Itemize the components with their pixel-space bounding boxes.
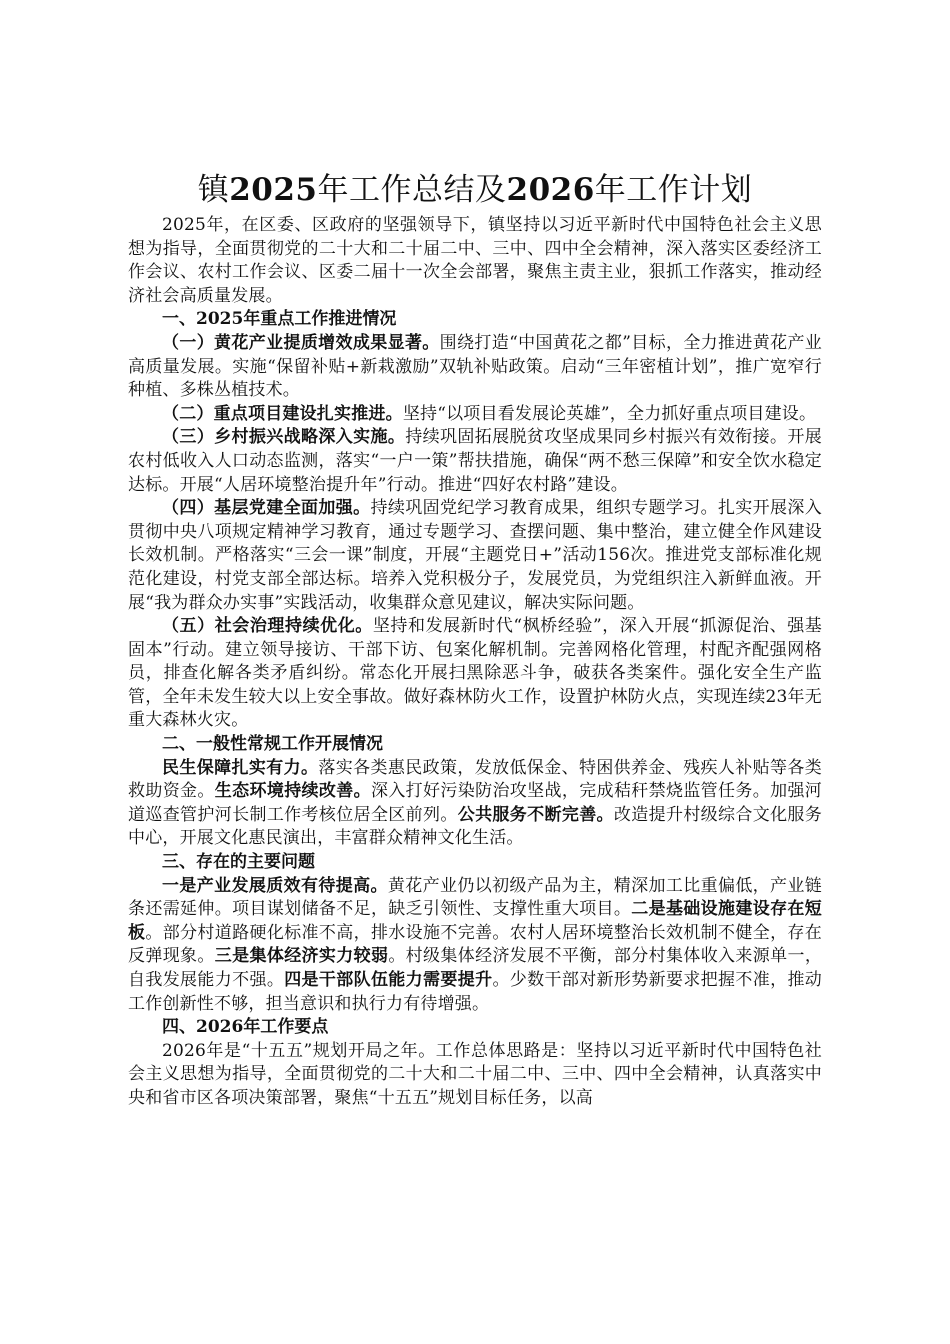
document-title (128, 170, 822, 210)
s1-p4-lead: （四）基层党建全面加强。 (162, 498, 371, 519)
s2-text-3: 改造提升村级综合文化服务中心，开展文化惠民演出，丰富群众精神文化生活。 (128, 804, 822, 849)
s3-text-4: 。少数干部对新形势新要求把握不准，推动工作创新性不够，担当意识和执行力有待增强。 (128, 970, 822, 1014)
s3-text-2: 。部分村道路硬化标准不高，排水设施不完善。农村人居环境整治长效机制不健全，存在反弹现象。 (128, 922, 822, 967)
s3-text-1: 黄花产业仍以初级产品为主，精深加工比重偏低，产业链条还需延伸。项目谋划储备不足，缺乏引领性、支撑性重大项目。 (128, 875, 823, 920)
s2-lead-2: 生态环境持续改善。 (214, 781, 371, 802)
title-year1: 2025 (229, 172, 318, 208)
section4-heading: 四、2026年工作要点 (162, 1017, 329, 1038)
title-prefix: 镇 (197, 172, 230, 208)
s1-p3-lead: （三）乡村振兴战略深入实施。 (162, 427, 406, 448)
s2-paragraph (128, 757, 822, 851)
s1-p5-text: 坚持和发展新时代“枫桥经验”，深入开展“抓源促治、强基固本”行动。建立领导接访、干部下访、包案化解机制。完善网格化管理，村配齐配强网格员，排查化解各类矛盾纠纷。常态化开展扫黑除恶斗争，破获各类案件。强化安全生产监管，全年未发生较大以上安全事故。做好森林防火工作，设置护林防火点，实现连续23年无重大森林火灾。 (128, 616, 822, 731)
s1-p2-lead: （二）重点项目建设扎实推进。 (162, 403, 403, 424)
s1-p4-text: 持续巩固党纪学习教育成果，组织专题学习。扎实开展深入贯彻中央八项规定精神学习教育，通过专题学习、查摆问题、集中整治，建立健全作风建设长效机制。严格落实“三会一课”制度，开展“主题党日+”活动156次。推进党支部标准化规范化建设，村党支部全部达标。培养入党积极分子，发展党员，为党组织注入新鲜血液。开展“我为群众办实事”实践活动，收集群众意见建议，解决实际问题。 (128, 498, 823, 613)
section3-heading: 三、存在的主要问题 (162, 852, 315, 873)
s1-paragraph-2 (128, 403, 822, 427)
s2-text-1: 落实各类惠民政策，发放低保金、特困供养金、残疾人补贴等各类救助资金。 (128, 757, 822, 802)
s2-text-2: 深入打好污染防治攻坚战，完成秸秆禁烧监管任务。加强河道巡查管护河长制工作考核位居全区前列。 (128, 781, 823, 825)
s1-p5-lead: （五）社会治理持续优化。 (162, 616, 373, 637)
s3-text-3: 。村级集体经济发展不平衡，部分村集体收入来源单一，自我发展能力不强。 (128, 946, 823, 990)
s3-lead-2: 二是基础设施建设存在短板 (128, 899, 822, 943)
s3-lead-1: 一是产业发展质效有待提高。 (162, 875, 388, 896)
s3-paragraph (128, 875, 822, 1017)
title-suffix: 年工作计划 (594, 172, 753, 208)
title-mid: 年工作总结及 (317, 172, 507, 208)
section2-heading: 二、一般性常规工作开展情况 (162, 734, 383, 755)
section1-heading: 一、2025年重点工作推进情况 (162, 309, 397, 330)
s3-lead-3: 三是集体经济实力较弱 (214, 946, 389, 967)
s1-paragraph-3 (128, 426, 822, 497)
intro-paragraph: 2025年，在区委、区政府的坚强领导下，镇坚持以习近平新时代中国特色社会主义思想为指导，全面贯彻党的二十大和二十届二中、三中、四中全会精神，深入落实区委经济工作会议、农村工作会议、区委二届十一次全会部署，聚焦主责主业，狠抓工作落实，推动经济社会高质量发展。 (128, 215, 822, 306)
title-year2: 2026 (506, 172, 595, 208)
s3-lead-4: 四是干部队伍能力需要提升 (284, 970, 493, 990)
s1-paragraph-1 (128, 332, 822, 403)
s2-lead-3: 公共服务不断完善。 (457, 804, 614, 825)
s1-p2-text: 坚持“以项目看发展论英雄”，全力抓好重点项目建设。 (402, 403, 817, 424)
s2-lead-1: 民生保障扎实有力。 (162, 757, 319, 778)
s4-paragraph: 2026年是“十五五”规划开局之年。工作总体思路是：坚持以习近平新时代中国特色社会主义思想为指导，全面贯彻党的二十大和二十届二中、三中、四中全会精神，认真落实中央和省市区各项决策部署，聚焦“十五五”规划目标任务，以高 (128, 1040, 822, 1108)
s1-p1-lead: （一）黄花产业提质增效成果显著。 (162, 332, 440, 353)
s1-p1-text: 围绕打造“中国黄花之都”目标，全力推进黄花产业高质量发展。实施“保留补贴+新栽激励”双轨补贴政策。启动“三年密植计划”，推广宽窄行种植、多株丛植技术。 (128, 332, 823, 401)
s1-p3-text: 持续巩固拓展脱贫攻坚成果同乡村振兴有效衔接。开展农村低收入人口动态监测，落实“一户一策”帮扶措施，确保“两不愁三保障”和安全饮水稳定达标。开展“人居环境整治提升年”行动。推进“四好农村路”建设。 (128, 427, 822, 495)
s1-paragraph-4 (128, 497, 822, 615)
s1-paragraph-5 (128, 615, 822, 733)
